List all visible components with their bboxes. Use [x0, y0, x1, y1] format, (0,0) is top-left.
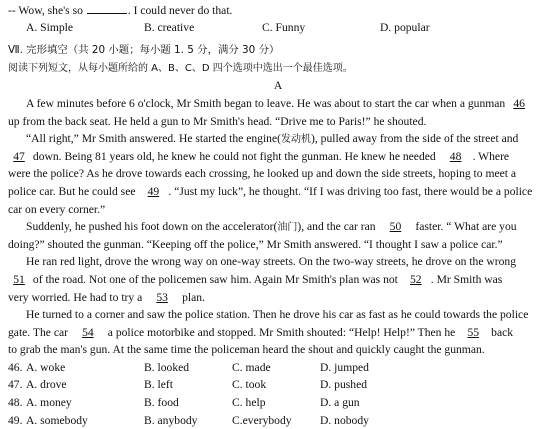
blank-52: 52 [410, 272, 422, 286]
section-heading: Ⅶ. 完形填空（共 20 小题；每小题 1. 5 分，满分 30 分） [8, 44, 280, 57]
option-b: B. looked [144, 360, 190, 374]
passage-line: Suddenly, he pushed his foot down on the accelerator(油门), and the car ran 50 faster. “ What are you [8, 218, 548, 236]
option-c: C. help [232, 396, 266, 410]
passage-line: He ran red light, drove the wrong way on one-way streets. On the two-way streets, he drove on the wrong [26, 255, 517, 269]
blank-50: 50 [389, 220, 402, 234]
option-a: A. woke [26, 360, 66, 374]
passage-line: gate. The car 54 a police motorbike and stopped. Mr Smith shouted: “Help! Help!” Then he 55 back [8, 324, 548, 342]
blank-55: 55 [467, 325, 480, 339]
blank-47: 47 [13, 149, 25, 163]
question-row [8, 359, 548, 377]
option-a: A. somebody [26, 413, 88, 427]
option-a: A. money [26, 396, 72, 410]
question-row [8, 412, 548, 429]
blank-46: 46 [513, 96, 525, 110]
option-a: A. drove [26, 378, 67, 392]
section-instruction: 阅读下列短文，从每小题所给的 A、B、C、D 四个选项中选出一个最佳选项。 [8, 62, 353, 74]
option-c: C.everybody [232, 413, 292, 427]
option-d: D. a gun [320, 396, 360, 410]
question-number: 46. [8, 360, 23, 374]
passage-label: A [273, 79, 283, 93]
option-b: B. left [144, 378, 173, 392]
passage-line: doing?” shouted the gunman. “Keeping off the police,” Mr Smith answered. “I thought I saw a police car.” [8, 237, 503, 251]
option-b: B. anybody [144, 413, 198, 427]
option-c: C. made [232, 360, 271, 374]
question-number: 48. [8, 396, 23, 410]
passage-line: “All right,” Mr Smith answered. He started the engine(发动机), pulled away from the side of the street and [26, 132, 519, 146]
passage-line: were the police? As he drove towards each crossing, he looked up and down the side streets, hoping to meet a [8, 167, 517, 181]
option-c: C. Funny [262, 20, 306, 34]
sentence-end: . I could never do that. [127, 4, 233, 17]
worksheet-page [8, 1, 548, 429]
option-d: D. popular [380, 20, 430, 34]
option-d: D. pushed [320, 378, 368, 392]
question-number: 47. [8, 378, 23, 392]
passage-line: A few minutes before 6 o'clock, Mr Smith began to leave. He was about to start the car when a gunman 46 [8, 95, 548, 113]
question-row [8, 394, 548, 412]
question-number: 49. [8, 413, 23, 427]
option-b: B. food [144, 396, 179, 410]
blank-48: 48 [449, 149, 462, 163]
blank-49: 49 [147, 184, 160, 198]
passage-line: up from the back seat. He held a gun to Mr Smith's head. “Drive me to Paris!” he shouted. [8, 114, 427, 128]
question-row [8, 376, 548, 394]
option-b: B. creative [144, 20, 195, 34]
passage-line: police car. But he could see 49 . “Just my luck”, he thought. “If I was driving too fast, there would be a police [8, 183, 548, 201]
passage-line: He turned to a corner and saw the police station. Then he drove his car as fast as he could towards the police [26, 308, 529, 322]
passage-line: 47 down. Being 81 years old, he knew he could not fight the gunman. He knew he needed 48 . Where [8, 148, 548, 166]
passage-line: to grab the man's gun. At the same time the policeman heard the shout and quickly caught the gunman. [8, 343, 485, 357]
sentence-start: -- Wow, she's so [8, 4, 83, 17]
passage-line: car on every corner.” [8, 202, 106, 216]
blank-54: 54 [82, 325, 94, 339]
top-question-options [8, 19, 548, 37]
option-d: D. jumped [320, 360, 369, 374]
blank-51: 51 [13, 272, 25, 286]
option-d: D. nobody [320, 413, 369, 427]
passage-line: 51 of the road. Not one of the policemen saw him. Again Mr Smith's plan was not 52 . Mr Smith was [8, 271, 548, 289]
answer-blank [87, 1, 127, 14]
blank-53: 53 [156, 290, 168, 304]
passage-line: very worried. He had to try a 53 plan. [8, 289, 548, 307]
option-a: A. Simple [26, 20, 74, 34]
option-c: C. took [232, 378, 267, 392]
top-question-sentence [8, 1, 548, 19]
